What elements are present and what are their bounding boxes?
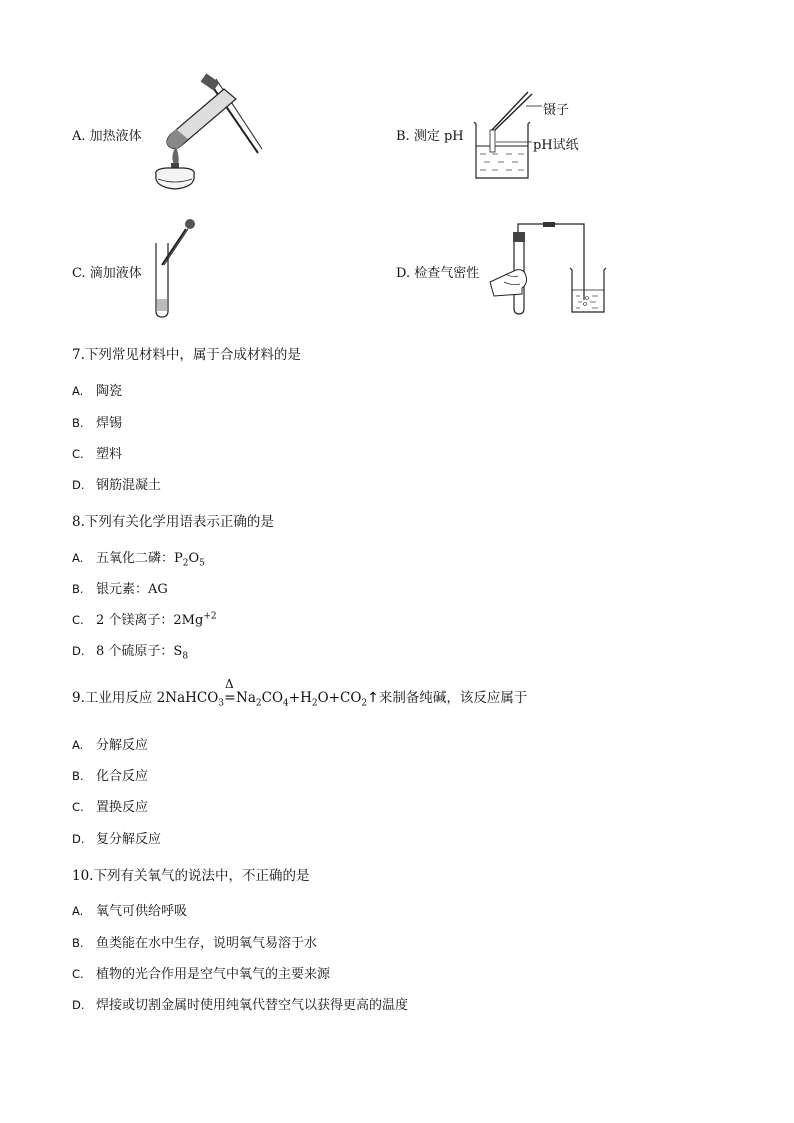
q7-option-b[interactable] [72, 412, 122, 431]
option-letter: D. [72, 998, 85, 1012]
q9-option-b[interactable] [72, 765, 148, 784]
figure-caption: 滴加液体 [89, 266, 142, 281]
formula-part: CO [261, 690, 284, 706]
q8-option-d[interactable] [72, 640, 188, 662]
q9-option-d[interactable] [72, 828, 161, 847]
q7-option-c[interactable] [72, 443, 122, 462]
option-text: 氧气可供给呼吸 [96, 904, 188, 919]
formula-part: +H [288, 690, 312, 706]
q7-option-a[interactable] [72, 380, 122, 399]
option-letter: A. [72, 738, 84, 752]
stem-suffix: 来制备纯碱，该反应属于 [378, 690, 528, 706]
option-letter: C. [72, 613, 84, 627]
heat-condition [224, 677, 236, 706]
option-letter: A. [72, 384, 84, 398]
formula-part: Na [236, 690, 256, 706]
ph-paper-callout: pH试纸 [533, 138, 579, 153]
subscript: 2 [255, 698, 262, 709]
option-letter: C. [72, 266, 86, 281]
q8-option-a[interactable] [72, 547, 205, 569]
q10-option-b[interactable] [72, 932, 317, 951]
figure-b-label [396, 125, 464, 144]
q9-option-a[interactable] [72, 734, 148, 753]
figure-caption: 检查气密性 [414, 266, 480, 281]
heating-liquid-diagram [140, 75, 270, 195]
option-letter: C. [72, 967, 84, 981]
option-letter: B. [72, 769, 84, 783]
q9-option-c[interactable] [72, 796, 148, 815]
subscript: 2 [311, 698, 318, 709]
option-text: 焊锡 [96, 416, 123, 431]
figure-a-label [72, 125, 142, 144]
formula-part: O+CO [317, 690, 362, 706]
option-letter: B. [72, 416, 84, 430]
subscript: 4 [283, 698, 289, 709]
q10-option-a[interactable] [72, 900, 187, 919]
figure-caption: 加热液体 [89, 129, 142, 144]
figure-c-label [72, 262, 142, 281]
question-8-stem: 8.下列有关化学用语表示正确的是 [72, 514, 274, 530]
option-letter: D. [72, 478, 85, 492]
q10-option-c[interactable] [72, 963, 330, 982]
option-letter: B. [396, 129, 410, 144]
option-letter: D. [72, 832, 85, 846]
stem-prefix: 9.工业用反应 2NaHCO [72, 690, 219, 706]
subscript: 3 [218, 698, 225, 709]
option-letter: C. [72, 447, 84, 461]
equals-sign: = [224, 690, 236, 706]
option-text: 银元素：AG [96, 582, 168, 597]
option-text: 植物的光合作用是空气中氧气的主要来源 [96, 967, 331, 982]
q10-option-d[interactable] [72, 994, 408, 1013]
option-letter: D. [396, 266, 411, 281]
option-text: 复分解反应 [96, 832, 162, 847]
option-letter: D. [72, 644, 85, 658]
question-9-stem [72, 677, 528, 709]
superscript: +2 [203, 611, 217, 622]
figure-caption: 测定 pH [413, 129, 464, 144]
option-text: 焊接或切割金属时使用纯氧代替空气以获得更高的温度 [96, 998, 409, 1013]
option-text: 陶瓷 [96, 384, 123, 399]
q8-option-c[interactable] [72, 609, 217, 628]
gas-arrow-icon: ↑ [367, 690, 379, 706]
subscript: 8 [182, 651, 189, 662]
option-text: 五氧化二磷：P [96, 551, 183, 566]
option-text: 置换反应 [96, 800, 149, 815]
option-letter: A. [72, 129, 86, 144]
delta-symbol: Δ [225, 677, 234, 691]
dropping-liquid-diagram [148, 215, 208, 320]
option-text: 2 个镁离子：2Mg [96, 613, 204, 628]
formula-part: O [188, 551, 200, 566]
option-text: 化合反应 [96, 769, 149, 784]
option-letter: B. [72, 936, 84, 950]
option-text: 钢筋混凝土 [96, 478, 162, 493]
option-text: 鱼类能在水中生存，说明氧气易溶于水 [96, 936, 318, 951]
option-text: 8 个硫原子：S [96, 644, 183, 659]
option-letter: A. [72, 551, 84, 565]
question-10-stem: 10.下列有关氧气的说法中，不正确的是 [72, 868, 310, 884]
air-tightness-diagram [488, 222, 613, 317]
q8-option-b[interactable] [72, 578, 168, 597]
subscript: 5 [199, 558, 205, 569]
option-text: 塑料 [96, 447, 123, 462]
figure-d-label [396, 262, 479, 281]
tweezers-callout: 镊子 [543, 103, 570, 118]
q7-option-d[interactable] [72, 474, 161, 493]
option-text: 分解反应 [96, 738, 149, 753]
option-letter: C. [72, 800, 84, 814]
option-letter: A. [72, 904, 84, 918]
question-7-stem: 7.下列常见材料中，属于合成材料的是 [72, 347, 301, 363]
option-letter: B. [72, 582, 84, 596]
subscript: 2 [361, 698, 368, 709]
subscript: 2 [182, 558, 189, 569]
